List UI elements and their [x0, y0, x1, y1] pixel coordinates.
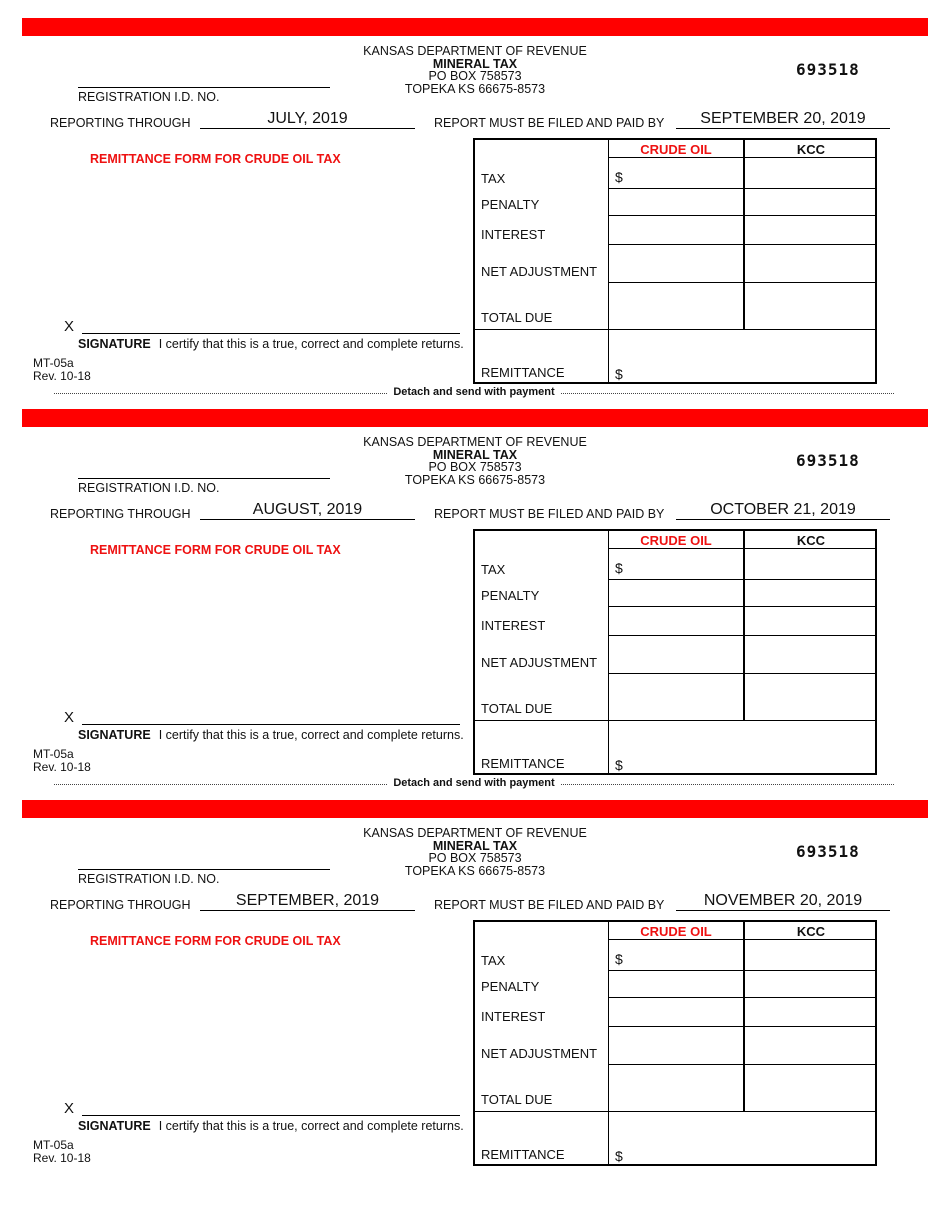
row-divider-interest: [608, 1026, 877, 1027]
col-divider-1: [608, 531, 609, 775]
row-label-remittance: REMITTANCE: [481, 365, 565, 380]
certification-statement: [78, 337, 464, 351]
city-line: TOPEKA KS 66675-8573: [404, 472, 546, 487]
row-divider-penalty: [608, 215, 877, 216]
signature-line[interactable]: [82, 1115, 460, 1116]
city-line: TOPEKA KS 66675-8573: [404, 863, 546, 878]
crude-oil-tax-input[interactable]: [615, 549, 741, 579]
due-date-value[interactable]: NOVEMBER 20, 2019: [703, 892, 863, 909]
row-label-penalty: PENALTY: [481, 197, 540, 212]
signature-x-mark: X: [64, 318, 75, 335]
col-header-crude-oil: CRUDE OIL: [640, 142, 712, 157]
signature-label: SIGNATURE: [78, 337, 151, 351]
registration-id-field[interactable]: [78, 869, 330, 870]
form-number: MT-05a: [33, 1138, 74, 1152]
remittance-slip-2: [0, 391, 950, 789]
remittance-form-title: REMITTANCE FORM FOR CRUDE OIL TAX: [90, 543, 341, 557]
row-divider-netadj: [608, 1064, 877, 1065]
revision-date: Rev. 10-18: [33, 1151, 91, 1165]
col-divider-1: [608, 922, 609, 1166]
form-revision: [33, 357, 91, 383]
row-label-net-adjustment: NET ADJUSTMENT: [481, 1046, 598, 1061]
row-label-interest: INTEREST: [481, 618, 546, 633]
col-header-crude-oil: CRUDE OIL: [640, 924, 712, 939]
col-header-kcc: KCC: [796, 924, 826, 939]
remittance-amount-input[interactable]: [615, 330, 875, 384]
remittance-amount-input[interactable]: [615, 721, 875, 775]
registration-label: REGISTRATION I.D. NO.: [78, 481, 220, 495]
row-divider-tax: [608, 579, 877, 580]
due-date-underline: [676, 128, 890, 129]
col-header-kcc: KCC: [796, 142, 826, 157]
row-divider-tax: [608, 188, 877, 189]
city-line: TOPEKA KS 66675-8573: [404, 81, 546, 96]
due-date-label: REPORT MUST BE FILED AND PAID BY: [434, 507, 665, 521]
remittance-form-title: REMITTANCE FORM FOR CRUDE OIL TAX: [90, 934, 341, 948]
certification-statement: [78, 728, 464, 742]
row-label-remittance: REMITTANCE: [481, 756, 565, 771]
due-date-label: REPORT MUST BE FILED AND PAID BY: [434, 898, 665, 912]
row-label-interest: INTEREST: [481, 1009, 546, 1024]
reporting-through-underline: [200, 910, 415, 911]
detach-label: Detach and send with payment: [390, 386, 557, 398]
row-divider-tax: [608, 970, 877, 971]
row-label-interest: INTEREST: [481, 227, 546, 242]
signature-x-mark: X: [64, 709, 75, 726]
tax-table: [473, 920, 877, 1166]
row-label-tax: TAX: [481, 562, 506, 577]
detach-label: Detach and send with payment: [390, 777, 557, 789]
kcc-tax-input[interactable]: [745, 549, 875, 579]
tax-name: MINERAL TAX: [432, 56, 518, 71]
row-label-penalty: PENALTY: [481, 979, 540, 994]
crude-oil-tax-input[interactable]: [615, 940, 741, 970]
remittance-dollar-sign: $: [615, 366, 623, 382]
form-id-number: 693518: [796, 60, 860, 79]
certify-text: I certify that this is a true, correct and complete returns.: [158, 1119, 464, 1133]
agency-address-block: [300, 436, 650, 486]
certify-text: I certify that this is a true, correct and complete returns.: [158, 728, 464, 742]
tax-name: MINERAL TAX: [432, 838, 518, 853]
reporting-through-value[interactable]: SEPTEMBER, 2019: [235, 892, 380, 909]
row-divider-penalty: [608, 997, 877, 998]
tax-name: MINERAL TAX: [432, 447, 518, 462]
remittance-dollar-sign: $: [615, 1148, 623, 1164]
kcc-tax-input[interactable]: [745, 158, 875, 188]
row-label-total-due: TOTAL DUE: [481, 701, 553, 716]
certification-statement: [78, 1119, 464, 1133]
red-header-bar: [22, 409, 928, 427]
reporting-through-underline: [200, 128, 415, 129]
registration-label: REGISTRATION I.D. NO.: [78, 872, 220, 886]
row-label-total-due: TOTAL DUE: [481, 310, 553, 325]
revision-date: Rev. 10-18: [33, 760, 91, 774]
po-box: PO BOX 758573: [428, 69, 522, 83]
row-divider-netadj: [608, 282, 877, 283]
po-box: PO BOX 758573: [428, 460, 522, 474]
po-box: PO BOX 758573: [428, 851, 522, 865]
reporting-through-underline: [200, 519, 415, 520]
signature-x-mark: X: [64, 1100, 75, 1117]
signature-line[interactable]: [82, 724, 460, 725]
reporting-through-label: REPORTING THROUGH: [50, 116, 191, 130]
agency-name: KANSAS DEPARTMENT OF REVENUE: [363, 435, 587, 449]
tax-dollar-sign: $: [615, 951, 623, 967]
col-header-kcc: KCC: [796, 533, 826, 548]
tax-dollar-sign: $: [615, 560, 623, 576]
due-date-value[interactable]: SEPTEMBER 20, 2019: [700, 110, 866, 127]
crude-oil-tax-input[interactable]: [615, 158, 741, 188]
registration-label: REGISTRATION I.D. NO.: [78, 90, 220, 104]
due-date-value[interactable]: OCTOBER 21, 2019: [710, 501, 856, 518]
col-divider-1: [608, 140, 609, 384]
due-date-label: REPORT MUST BE FILED AND PAID BY: [434, 116, 665, 130]
red-header-bar: [22, 18, 928, 36]
signature-label: SIGNATURE: [78, 1119, 151, 1133]
kcc-tax-input[interactable]: [745, 940, 875, 970]
reporting-through-label: REPORTING THROUGH: [50, 898, 191, 912]
row-label-net-adjustment: NET ADJUSTMENT: [481, 264, 598, 279]
row-label-tax: TAX: [481, 953, 506, 968]
row-divider-penalty: [608, 606, 877, 607]
remittance-slip-1: [0, 0, 950, 398]
reporting-through-value[interactable]: JULY, 2019: [267, 110, 348, 127]
row-label-tax: TAX: [481, 171, 506, 186]
form-id-number: 693518: [796, 451, 860, 470]
signature-line[interactable]: [82, 333, 460, 334]
agency-name: KANSAS DEPARTMENT OF REVENUE: [363, 826, 587, 840]
row-divider-netadj: [608, 673, 877, 674]
row-divider-interest: [608, 244, 877, 245]
tax-dollar-sign: $: [615, 169, 623, 185]
registration-id-field[interactable]: [78, 478, 330, 479]
row-label-remittance: REMITTANCE: [481, 1147, 565, 1162]
row-label-penalty: PENALTY: [481, 588, 540, 603]
form-id-number: 693518: [796, 842, 860, 861]
tax-table: [473, 138, 877, 384]
remittance-slip-3: [0, 782, 950, 1172]
signature-label: SIGNATURE: [78, 728, 151, 742]
form-number: MT-05a: [33, 356, 74, 370]
due-date-underline: [676, 910, 890, 911]
certify-text: I certify that this is a true, correct and complete returns.: [158, 337, 464, 351]
form-revision: [33, 1139, 91, 1165]
remittance-form-title: REMITTANCE FORM FOR CRUDE OIL TAX: [90, 152, 341, 166]
reporting-through-value[interactable]: AUGUST, 2019: [252, 501, 363, 518]
form-number: MT-05a: [33, 747, 74, 761]
red-header-bar: [22, 800, 928, 818]
agency-name: KANSAS DEPARTMENT OF REVENUE: [363, 44, 587, 58]
row-divider-interest: [608, 635, 877, 636]
registration-id-field[interactable]: [78, 87, 330, 88]
reporting-through-label: REPORTING THROUGH: [50, 507, 191, 521]
tax-table: [473, 529, 877, 775]
remittance-dollar-sign: $: [615, 757, 623, 773]
col-header-crude-oil: CRUDE OIL: [640, 533, 712, 548]
agency-address-block: [300, 827, 650, 877]
revision-date: Rev. 10-18: [33, 369, 91, 383]
row-label-net-adjustment: NET ADJUSTMENT: [481, 655, 598, 670]
due-date-underline: [676, 519, 890, 520]
row-label-total-due: TOTAL DUE: [481, 1092, 553, 1107]
form-revision: [33, 748, 91, 774]
agency-address-block: [300, 45, 650, 95]
remittance-amount-input[interactable]: [615, 1112, 875, 1166]
